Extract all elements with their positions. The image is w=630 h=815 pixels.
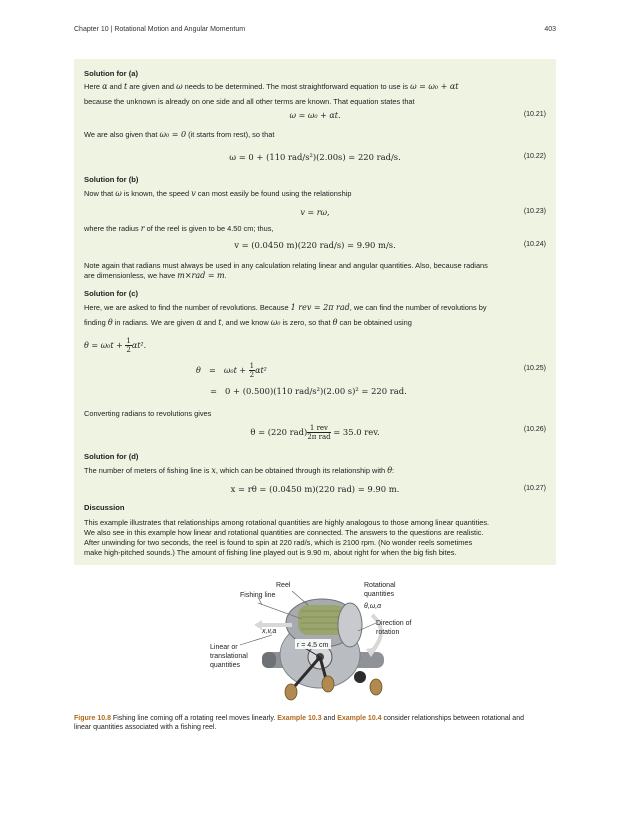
fishing-reel-figure — [200, 575, 432, 713]
discussion-paragraph: This example illustrates that relationships among rotational quantities are highly analogous to those among linear quantities. We also see in this example how linear and rotational quantities are connected. The answers to the questions are realistic. After unwinding for two seconds, the reel is found to spin at 220 rad/s, which is 2100 rpm. (No wonder reels sometimes make high-pitched sounds.) The amount of fishing line played out is 9.90 m, about right for when the big fish bites. — [84, 518, 490, 557]
linear-arrow-head — [254, 620, 262, 630]
label-rotational-2: quantities — [364, 591, 394, 598]
label-reel: Reel — [276, 582, 291, 589]
example-solution-box — [74, 59, 556, 565]
equation-10-27: x = rθ = (0.0450 m)(220 rad) = 9.90 m. (10.27) — [230, 484, 546, 494]
page-number: 403 — [544, 26, 556, 33]
label-rotational-symbols: θ,ω,α — [364, 603, 382, 610]
example-10-3-link[interactable]: Example 10.3 — [277, 715, 322, 722]
solution-a-paragraph-1: Here α and t are given and ω needs to be determined. The most straightforward equation to use is ω = ω₀ + αt — [84, 82, 459, 91]
label-fishing-line: Fishing line — [240, 592, 276, 599]
solution-b-paragraph-1: Now that ω is known, the speed v can most easily be found using the relationship — [84, 189, 352, 198]
label-rotational-1: Rotational — [364, 582, 396, 589]
solution-d-heading: Solution for (d) — [84, 452, 139, 461]
solution-b-paragraph-3: Note again that radians must always be used in any calculation relating linear and angular quantities. Also, because radians are dimensionless, we have m×rad = m. — [84, 261, 488, 280]
label-linear-3: quantities — [210, 662, 240, 669]
solution-c-heading: Solution for (c) — [84, 289, 138, 298]
discussion-heading: Discussion — [84, 503, 125, 512]
label-direction-2: rotation — [376, 629, 400, 636]
equation-10-21: ω = ω₀ + αt. (10.21) — [289, 111, 546, 120]
solution-b-paragraph-2: where the radius r of the reel is given to be 4.50 cm; thus, — [84, 224, 274, 233]
label-linear-symbols: x,v,a — [262, 628, 277, 635]
figure-caption: Figure 10.8 Fishing line coming off a rotating reel moves linearly. Example 10.3 and Example 10.4 consider relationships between rotational and linear quantities associated with a fishing reel. — [74, 715, 524, 731]
solution-c-paragraph-3: Converting radians to revolutions gives — [84, 409, 212, 418]
equation-theta-inline: θ = ω₀t + $\frac{1}{2}$ αt². — [84, 337, 147, 354]
solution-a-paragraph-3: We are also given that ω₀ = 0 (it starts from rest), so that — [84, 130, 275, 139]
handle-knob-left — [285, 684, 297, 700]
star-drag — [354, 671, 366, 683]
solution-a-heading: Solution for (a) — [84, 69, 138, 78]
solution-a-paragraph-2: because the unknown is already on one side and all other terms are known. That equation states that — [84, 97, 415, 106]
figure-reference: Figure 10.8 — [74, 715, 111, 722]
label-radius: r = 4.5 cm — [297, 642, 329, 649]
equation-10-25-number: (10.25) — [523, 365, 546, 372]
equation-10-26: θ = (220 rad) $\frac{\text{1 rev}}{\text{2π rad}}$ = 35.0 rev. (10.26) — [250, 424, 546, 441]
equation-10-23: v = rω, (10.23) — [300, 208, 546, 217]
spool-side-plate — [338, 603, 362, 647]
equation-10-25-line-1: θ = ω₀t + $\frac{1}{2}$ αt² — [196, 362, 267, 379]
solution-d-paragraph-1: The number of meters of fishing line is x, which can be obtained through its relationship with θ: — [84, 466, 395, 475]
running-header: Chapter 10 | Rotational Motion and Angular Momentum — [74, 26, 246, 33]
label-direction-1: Direction of — [376, 620, 412, 627]
label-linear-2: translational — [210, 653, 248, 660]
handle-knob-right — [322, 676, 334, 692]
equation-10-22: ω = 0 + (110 rad/s²)(2.00s) = 220 rad/s. (10.22) — [229, 152, 546, 162]
equation-10-25-line-2: = 0 + (0.500)(110 rad/s²)(2.00 s)² = 220 rad. — [210, 386, 407, 396]
solution-b-heading: Solution for (b) — [84, 175, 139, 184]
example-10-4-link[interactable]: Example 10.4 — [337, 715, 382, 722]
handle-knob-lower — [370, 679, 382, 695]
equation-10-24: v = (0.0450 m)(220 rad/s) = 9.90 m/s. (10.24) — [234, 240, 546, 250]
solution-c-paragraph-1: Here, we are asked to find the number of revolutions. Because 1 rev = 2π rad, we can find the number of revolutions by — [84, 303, 487, 312]
reel-foot-left-cap — [262, 652, 276, 668]
solution-c-paragraph-2: finding θ in radians. We are given α and t, and we know ω₀ is zero, so that θ can be obtained using — [84, 318, 412, 327]
label-linear-1: Linear or — [210, 644, 238, 651]
